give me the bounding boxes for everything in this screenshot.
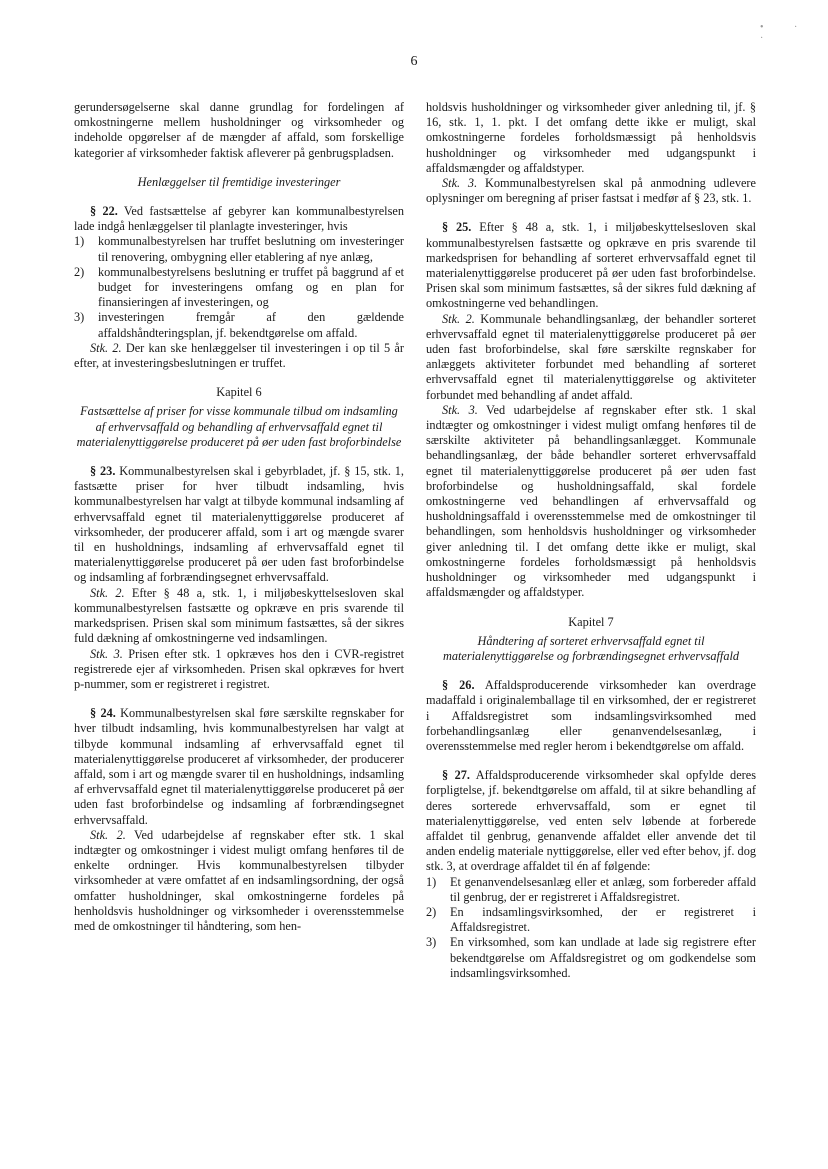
- stk-label: Stk. 3.: [90, 646, 123, 661]
- section-25: [426, 220, 756, 311]
- section-25-stk-2: [426, 312, 756, 403]
- section-22-number: § 22.: [90, 204, 118, 219]
- section-24-number: § 24.: [90, 706, 116, 721]
- list-item: [74, 234, 404, 264]
- section-26-text: Affaldsproducerende virksomheder kan overdrage madaffald i originalemballage til en virksomhed, der er registreret i Affaldsregistret som indsamlingsvirksomhed med forbehandlingsanlæg eller genanvendelsesanlæg, i overensstemmelse med regler herom i bekendtgørelse om affald.: [426, 678, 756, 753]
- list-item-number: 2): [426, 904, 437, 919]
- section-22-text: Ved fastsættelse af gebyrer kan kommunalbestyrelsen lade indgå henlæggelser til planlagte investeringer, hvis: [74, 204, 404, 234]
- section-23-number: § 23.: [90, 464, 116, 479]
- section-26: [426, 678, 756, 754]
- list-item-text: Et genanvendelsesanlæg eller et anlæg, som forbereder affald til genbrug, der er registreret i Affaldsregistret.: [450, 874, 756, 904]
- section-23-stk-3: [74, 647, 404, 693]
- stk-text: Kommunalbestyrelsen skal på anmodning udlevere oplysninger om beregning af priser fastsat i medfør af § 23, stk. 1.: [426, 176, 756, 206]
- list-item-number: 3): [74, 310, 85, 325]
- section-22-stk-2: [74, 341, 404, 371]
- section-25-text: Efter § 48 a, stk. 1, i miljøbeskyttelsesloven skal kommunalbestyrelsen fastsætte og opkræve en pris svarende til markedsprisen for behandling af sorteret erhvervsaffald egnet til materialenyttiggørelse produceret på øer uden fast broforbindelse. Prisen skal som minimum fastsættes, så der sikres fuld dækning af omkostningerne ved behandlingen.: [426, 220, 756, 311]
- list-item-text: En indsamlingsvirksomhed, der er registreret i Affaldsregistret.: [450, 904, 756, 935]
- chapter-6-title: Fastsættelse af priser for visse kommunale tilbud om indsamling af erhvervsaffald og behandling af erhvervsaffald egnet til materialenyttiggørelse produceret på øer uden fast broforbindelse: [76, 404, 402, 449]
- stk-text: Ved udarbejdelse af regnskaber efter stk. 1 skal indtægter og omkostninger i videst muligt omfang henføres til de særskilte aktiviteter på behandlingsanlægget. Kommunale behandlingsanlæg, der både behandler sorteret erhvervsaffald egnet til materialenyttiggørelse produceret på øer uden fast broforbindelse og husholdningsaffald, skal fordele omkostningerne ved behandlingen af erhvervsaffald og husholdningsaffald i overensstemmelse med de omkostninger til behandlingen, som henholdsvis husholdninger og virksomheder giver anledning til. I det omfang dette ikke er muligt, skal omkostningerne fordeles forholdsmæssigt på henholdsvis husholdninger og virksomheder med udgangspunkt i affaldsmængder og affaldstyper.: [426, 402, 756, 600]
- list-item: [74, 265, 404, 311]
- section-25-stk-3: [426, 403, 756, 601]
- list-item-text: En virksomhed, som kan undlade at lade sig registrere efter bekendtgørelse om Affaldsregistret og om godkendelse som indsamlingsvirksomhed.: [450, 935, 756, 980]
- chapter-7-title: Håndtering af sorteret erhvervsaffald egnet til materialenyttiggørelse og forbrændingsegnet erhvervsaffald: [442, 633, 740, 663]
- stk-label: Stk. 3.: [442, 176, 478, 191]
- section-24-stk-2: [74, 828, 404, 934]
- stk-label: Stk. 2.: [90, 585, 125, 600]
- list-item-text: kommunalbestyrelsen har truffet beslutning om investeringer til renovering, ombygning eller etablering af nye anlæg,: [98, 234, 404, 264]
- section-25-number: § 25.: [442, 220, 472, 235]
- chapter-6-label: Kapitel 6: [216, 385, 262, 400]
- section-26-number: § 26.: [442, 678, 475, 693]
- stk-text: Prisen efter stk. 1 opkræves hos den i CVR-registret registrerede ejer af virksomheden. Prisen skal opkræves for hvert p-nummer, som er registreret i registret.: [74, 646, 405, 691]
- stk-label: Stk. 2.: [90, 340, 122, 355]
- list-item: [74, 310, 404, 340]
- corner-marks: • · ·: [760, 22, 812, 44]
- section-23-stk-2: [74, 586, 404, 647]
- stk-label: Stk. 3.: [442, 402, 478, 417]
- section-27: [426, 768, 756, 874]
- intro-paragraph: gerundersøgelserne skal danne grundlag for fordelingen af omkostningerne mellem husholdninger og virksomheder og indeholde opgørelser af de mængder af affald, som forskellige kategorier af virksomheder faktisk afleverer på genbrugspladsen.: [74, 100, 404, 160]
- heading-investments: Henlæggelser til fremtidige investeringer: [137, 174, 341, 189]
- section-23-text: Kommunalbestyrelsen skal i gebyrbladet, jf. § 15, stk. 1, fastsætte priser for hver tilbudt indsamling, hvis kommunalbestyrelsen har valgt at tilbyde kommunal indsamling af erhvervsaffald egnet til materialenyttiggørelse produceret af virksomheder, der producerer affald, som i art og mængde svarer til en husholdnings, indsamling af erhvervsaffald egnet til materialenyttiggørelse produceret på øer uden fast broforbindelse og indsamling af forbrændingsegnet erhvervsaffald.: [74, 464, 405, 585]
- list-item-number: 1): [426, 874, 437, 889]
- section-27-text: Affaldsproducerende virksomheder skal opfylde deres forpligtelse, jf. bekendtgørelse om affald, til at sikre behandling af deres sorterede erhvervsaffald, som er egnet til materialenyttiggørelse, ved enten selv løbende at forberede affaldet til genbrug, genanvende affaldet eller anvende det til anden endelig materiale nyttiggørelse, eller ved efter behov, jf. dog stk. 3, at overdrage affaldet til én af følgende:: [426, 768, 756, 874]
- left-column: [74, 100, 404, 934]
- section-27-list: [426, 875, 756, 981]
- page-number: 6: [410, 54, 418, 69]
- section-24-text: Kommunalbestyrelsen skal føre særskilte regnskaber for hver tilbudt indsamling, hvis kommunalbestyrelsen har valgt at tilbyde kommunal indsamling af erhvervsaffald egnet til materialenyttiggørelse produceret af virksomheder, der producerer affald, som i art og mængde svarer til en husholdnings, indsamling af erhvervsaffald egnet til materialenyttiggørelse produceret på øer uden fast broforbindelse og indsamling af forbrændingsegnet erhvervsaffald.: [74, 706, 405, 827]
- list-item-number: 2): [74, 264, 85, 279]
- section-23: [74, 464, 404, 586]
- stk-text: Kommunale behandlingsanlæg, der behandler sorteret erhvervsaffald egnet til materialenyttiggørelse produceret på øer uden fast broforbindelse, skal føre særskilte regnskaber for anlæggets aktiviteter forbundet med behandling af sorteret erhvervsaffald egnet til materialenyttiggørelse og aktiviteter forbundet med behandling af andet affald.: [426, 311, 756, 402]
- stk-label: Stk. 2.: [442, 311, 475, 326]
- stk-text: Ved udarbejdelse af regnskaber efter stk. 1 skal indtægter og omkostninger i videst muligt omfang henføres til de enkelte ordninger. Hvis kommunalbestyrelsen tilbyder virksomheder at være omfattet af en indsamlingsordning, der også omfatter husholdninger, skal omkostningerne fordeles på henholdsvis husholdninger og virksomheder i overensstemmelse med de omkostninger til håndtering, som hen-: [74, 827, 404, 933]
- list-item-text: investeringen fremgår af den gældende affaldshåndteringsplan, jf. bekendtgørelse om affald.: [98, 310, 404, 340]
- continued-paragraph: holdsvis husholdninger og virksomheder giver anledning til, jf. § 16, stk. 1, 1. pkt. I det omfang dette ikke er muligt, skal omkostningerne fordeles forholdsmæssigt på henholdsvis husholdninger og virksomheder med udgangspunkt i affaldsmængder og affaldstyper.: [426, 100, 756, 175]
- section-24: [74, 706, 404, 828]
- list-item: [426, 905, 756, 935]
- list-item-number: 1): [74, 234, 85, 249]
- section-24-stk-3: [426, 176, 756, 206]
- stk-label: Stk. 2.: [90, 827, 126, 842]
- list-item: [426, 875, 756, 905]
- stk-text: Efter § 48 a, stk. 1, i miljøbeskyttelsesloven skal kommunalbestyrelsen fastsætte og opkræve en pris svarende til markedsprisen. Prisen skal som minimum fastsættes, så der sikres fuld dækning af omkostningerne ved indsamlingen.: [74, 585, 404, 646]
- section-22-list: [74, 234, 404, 340]
- chapter-7-label: Kapitel 7: [568, 614, 614, 629]
- section-27-number: § 27.: [442, 768, 470, 783]
- stk-text: Der kan ske henlæggelser til investeringen i op til 5 år efter, at investeringsbeslutningen er truffet.: [74, 340, 404, 371]
- right-column: [426, 100, 756, 981]
- list-item-text: kommunalbestyrelsens beslutning er truffet på baggrund af et budget for investeringens omfang og en plan for finansieringen af investeringen, og: [98, 264, 404, 310]
- list-item-number: 3): [426, 935, 437, 950]
- section-22: [74, 204, 404, 234]
- list-item: [426, 935, 756, 981]
